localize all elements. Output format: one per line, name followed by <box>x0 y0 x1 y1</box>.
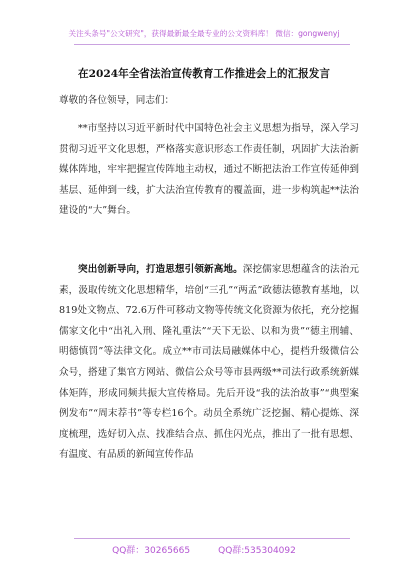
footer <box>0 543 408 556</box>
footer-divider <box>74 538 350 539</box>
paragraph-lead: 突出创新导向，打造思想引领新高地。 <box>78 264 243 275</box>
paragraph-text: 深挖儒家思想蕴含的法治元素，汲取传统文化思想精华，培创“三孔”“两孟”政德法德教育基地，以819处文物点、72.6万件可移动文物等传统文化资源为依托，充分挖掘儒家文化中“出礼入刑、隆礼重法”“天下无讼、以和为贵”“德主刑辅、明德慎罚”等法律文化。成立**市司法局融媒体中心，提档升级微信公众号，搭建了集官方网站、微信公众号等市县两级**司法行政系统新媒体矩阵，形成同频共振大宣传格局。先后开设“我的法治故事”“典型案例发布”“周末荐书”等专栏16个。动员全系统广泛挖掘、精心提炼、深度梳理，选好切入点、找准结合点、抓住闪光点，推出了一批有思想、有温度、有品质的新闻宣传作品 <box>59 264 360 461</box>
header-divider <box>74 44 350 45</box>
document-title: 在2024年全省法治宣传教育工作推进会上的汇报发言 <box>78 68 330 80</box>
footer-qq-group-2: QQ群:535304092 <box>218 546 296 556</box>
salutation: 尊敬的各位领导，同志们： <box>59 95 175 106</box>
body-paragraph-2 <box>59 260 359 466</box>
header-banner: 关注头条号"公文研究"，获得最新最全最专业的公文资料库！ 微信：gongwenyj <box>68 29 340 38</box>
footer-qq-group-1: QQ群：30265665 <box>112 546 191 556</box>
paragraph-text: **市坚持以习近平新时代中国特色社会主义思想为指导，深入学习贯彻习近平文化思想，严格落实意识形态工作责任制，巩固扩大法治新媒体阵地，牢牢把握宣传阵地主动权，通过不断把法治工作宣传延伸到基层、延伸到一线，扩大法治宣传教育的覆盖面，进一步构筑起**法治建设的“大”舞台。 <box>59 123 359 217</box>
body-paragraph-1 <box>59 119 359 222</box>
